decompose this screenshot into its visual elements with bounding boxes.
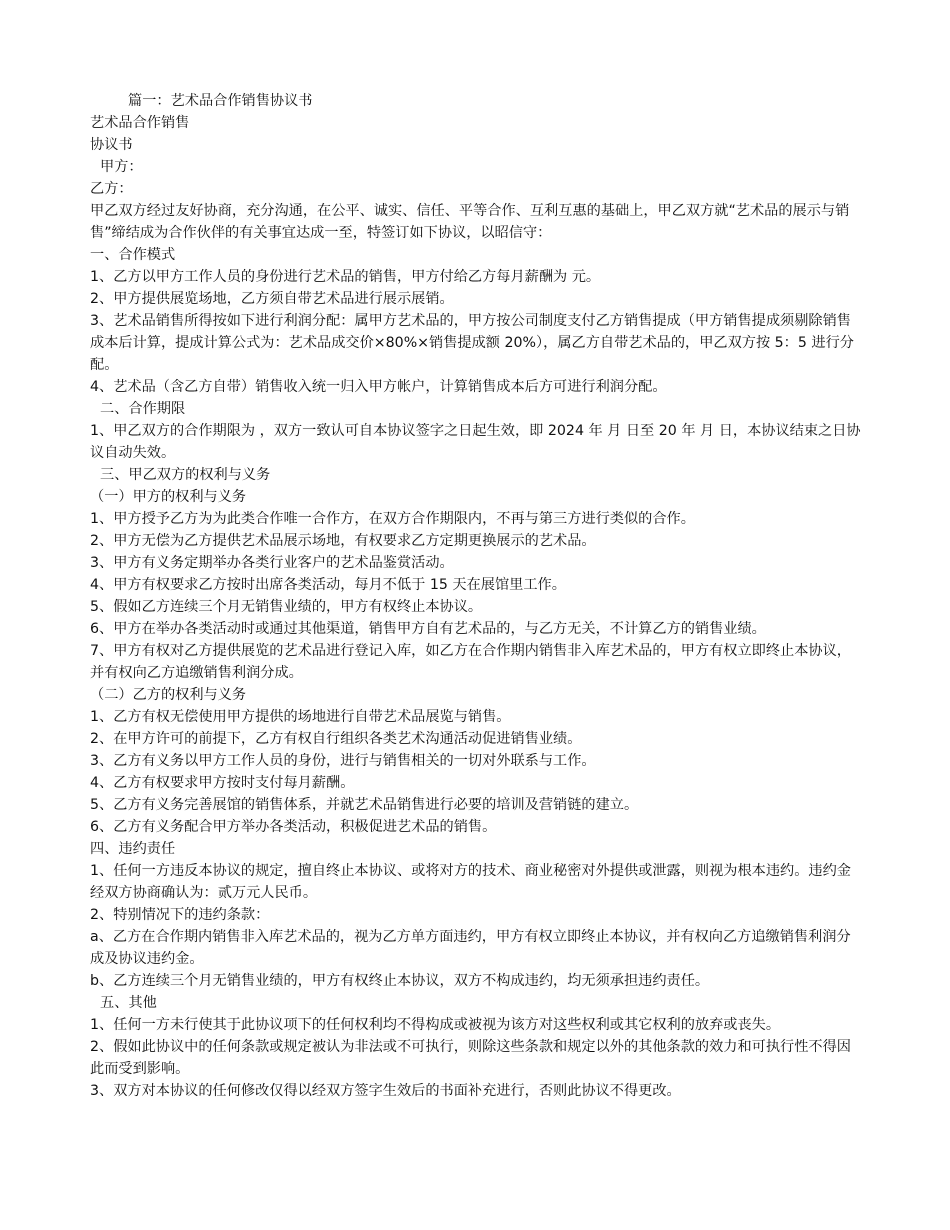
clause: 1、乙方以甲方工作人员的身份进行艺术品的销售，甲方付给乙方每月薪酬为 元。 xyxy=(90,269,601,285)
clause: a、乙方在合作期内销售非入库艺术品的，视为乙方单方面违约，甲方有权立即终止本协议，并有权向乙方追缴销售利润分成及协议违约金。 xyxy=(90,929,851,967)
clause: 3、艺术品销售所得按如下进行利润分配：属甲方艺术品的，甲方按公司制度支付乙方销售提成（甲方销售提成须剔除销售成本后计算，提成计算公式为：艺术品成交价×80%×销售提成额 20%），属乙方自带艺术品的，甲乙双方按 5：5 进行分配。 xyxy=(90,313,854,373)
clause: 4、乙方有权要求甲方按时支付每月薪酬。 xyxy=(90,775,355,791)
section-heading-other: 五、其他 xyxy=(100,995,157,1011)
clause: 6、甲方在举办各类活动时或通过其他渠道，销售甲方自有艺术品的，与乙方无关，不计算乙方的销售业绩。 xyxy=(90,621,766,637)
clause: 3、甲方有义务定期举办各类行业客户的艺术品鉴赏活动。 xyxy=(90,555,454,571)
party-a-label: 甲方： xyxy=(100,159,143,175)
clause: 1、任何一方未行使其于此协议项下的任何权利均不得构成或被视为该方对这些权利或其它权利的放弃或丧失。 xyxy=(90,1017,781,1033)
clause: 4、艺术品（含乙方自带）销售收入统一归入甲方帐户，计算销售成本后方可进行利润分配。 xyxy=(90,379,667,395)
clause: 1、任何一方违反本协议的规定，擅自终止本协议、或将对方的技术、商业秘密对外提供或泄露，则视为根本违约。违约金经双方协商确认为：贰万元人民币。 xyxy=(90,863,851,901)
section-heading-breach: 四、违约责任 xyxy=(90,841,176,857)
clause: 7、甲方有权对乙方提供展览的艺术品进行登记入库，如乙方在合作期内销售非入库艺术品的，甲方有权立即终止本协议，并有权向乙方追缴销售利润分成。 xyxy=(90,643,851,681)
clause: 4、甲方有权要求乙方按时出席各类活动，每月不低于 15 天在展馆里工作。 xyxy=(90,577,566,593)
subsection-heading-party-a: （一）甲方的权利与义务 xyxy=(90,489,247,505)
clause: 1、乙方有权无偿使用甲方提供的场地进行自带艺术品展览与销售。 xyxy=(90,709,511,725)
agreement-heading-line-1: 艺术品合作销售 xyxy=(90,115,190,131)
section-heading-cooperation-term: 二、合作期限 xyxy=(100,401,186,417)
subsection-heading-party-b: （二）乙方的权利与义务 xyxy=(90,687,247,703)
clause: 5、乙方有义务完善展馆的销售体系，并就艺术品销售进行必要的培训及营销链的建立。 xyxy=(90,797,639,813)
clause: 1、甲方授予乙方为为此类合作唯一合作方，在双方合作期限内，不再与第三方进行类似的合作。 xyxy=(90,511,695,527)
document-page xyxy=(90,90,862,1102)
section-heading-cooperation-mode: 一、合作模式 xyxy=(90,247,176,263)
clause: 6、乙方有义务配合甲方举办各类活动，积极促进艺术品的销售。 xyxy=(90,819,497,835)
clause: 5、假如乙方连续三个月无销售业绩的，甲方有权终止本协议。 xyxy=(90,599,483,615)
clause: 2、在甲方许可的前提下，乙方有权自行组织各类艺术沟通活动促进销售业绩。 xyxy=(90,731,582,747)
clause: 3、乙方有义务以甲方工作人员的身份，进行与销售相关的一切对外联系与工作。 xyxy=(90,753,596,769)
clause: b、乙方连续三个月无销售业绩的，甲方有权终止本协议，双方不构成违约，均无须承担违约责任。 xyxy=(90,973,710,989)
clause: 2、甲方无偿为乙方提供艺术品展示场地，有权要求乙方定期更换展示的艺术品。 xyxy=(90,533,596,549)
clause: 1、甲乙双方的合作期限为 ，双方一致认可自本协议签字之日起生效，即 2024 年 月 日至 20 年 月 日，本协议结束之日协议自动失效。 xyxy=(90,423,861,461)
preamble-paragraph: 甲乙双方经过友好协商，充分沟通，在公平、诚实、信任、平等合作、互利互惠的基础上，甲乙双方就“艺术品的展示与销售”缔结成为合作伙伴的有关事宜达成一至，特签订如下协议，以昭信守： xyxy=(90,203,850,241)
clause: 2、特别情况下的违约条款： xyxy=(90,907,270,923)
clause: 2、假如此协议中的任何条款或规定被认为非法或不可执行，则除这些条款和规定以外的其他条款的效力和可执行性不得因此而受到影响。 xyxy=(90,1039,851,1077)
document-title: 篇一：艺术品合作销售协议书 xyxy=(128,93,313,109)
section-heading-rights-obligations: 三、甲乙双方的权利与义务 xyxy=(100,467,271,483)
agreement-heading-line-2: 协议书 xyxy=(90,137,133,153)
clause: 3、双方对本协议的任何修改仅得以经双方签字生效后的书面补充进行，否则此协议不得更改。 xyxy=(90,1083,681,1099)
clause: 2、甲方提供展览场地，乙方须自带艺术品进行展示展销。 xyxy=(90,291,454,307)
party-b-label: 乙方： xyxy=(90,181,133,197)
